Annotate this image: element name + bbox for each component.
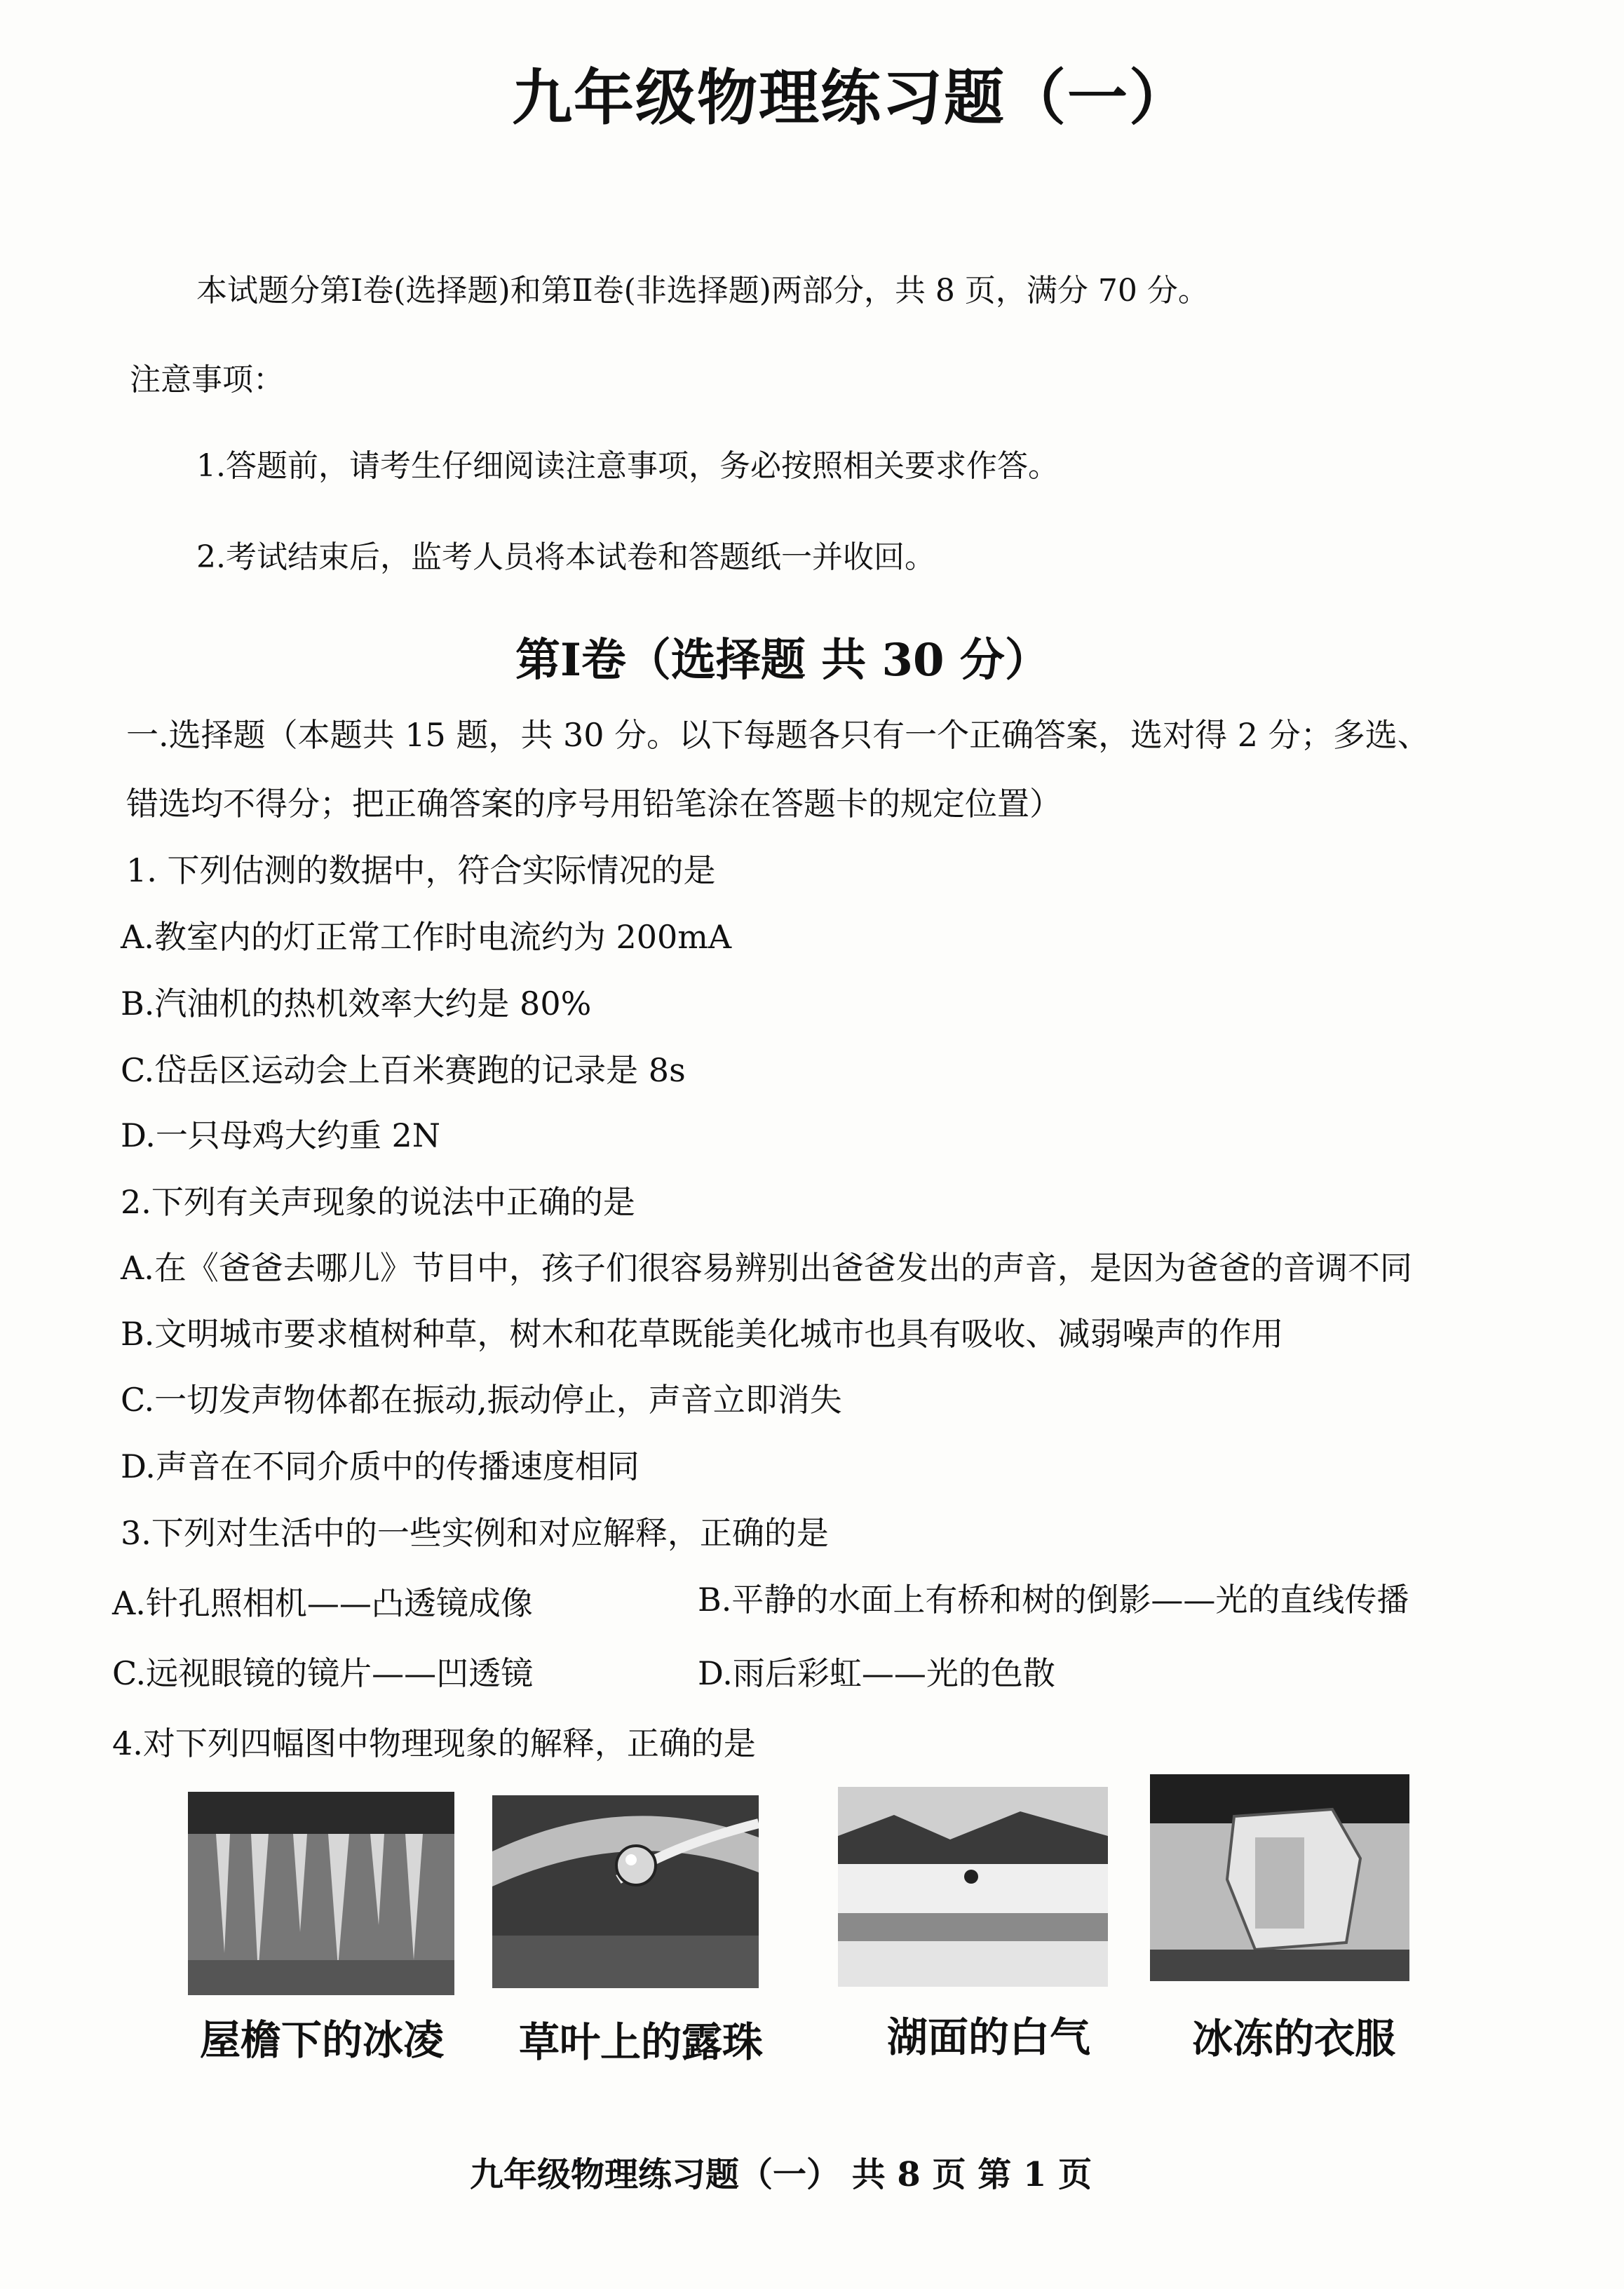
question-option: A.教室内的灯正常工作时电流约为 200mA bbox=[121, 918, 732, 956]
question-option: B.汽油机的热机效率大约是 80% bbox=[121, 985, 592, 1022]
question-option: C.一切发声物体都在振动,振动停止，声音立即消失 bbox=[121, 1381, 842, 1419]
question-stem: 3.下列对生活中的一些实例和对应解释，正确的是 bbox=[121, 1514, 829, 1552]
figure-caption: 冰冻的衣服 bbox=[1192, 2015, 1396, 2062]
figure-lake-mist bbox=[838, 1787, 1108, 1987]
question-option: C.远视眼镜的镜片——凹透镜 bbox=[112, 1654, 534, 1692]
note-item: 2.考试结束后，监考人员将本试卷和答题纸一并收回。 bbox=[196, 539, 935, 575]
part-instructions: 错选均不得分；把正确答案的序号用铅笔涂在答题卡的规定位置） bbox=[126, 785, 1062, 823]
part-instructions: 一.选择题（本题共 15 题，共 30 分。以下每题各只有一个正确答案，选对得 2 分；多选、 bbox=[126, 716, 1430, 754]
intro-text: 本试题分第Ⅰ卷(选择题)和第Ⅱ卷(非选择题)两部分，共 8 页，满分 70 分。 bbox=[196, 273, 1209, 309]
figure-icicles bbox=[188, 1792, 454, 1995]
question-option: D.雨后彩虹——光的色散 bbox=[698, 1654, 1055, 1692]
figure-dewdrop bbox=[492, 1795, 759, 1988]
figure-caption: 屋檐下的冰凌 bbox=[200, 2016, 445, 2064]
section-title: 第Ⅰ卷（选择题 共 30 分） bbox=[515, 634, 1050, 687]
figure-frozen-clothes bbox=[1150, 1774, 1409, 1981]
page-title: 九年级物理练习题（一） bbox=[512, 62, 1191, 133]
question-stem: 1. 下列估测的数据中，符合实际情况的是 bbox=[126, 851, 716, 889]
note-item: 1.答题前，请考生仔细阅读注意事项，务必按照相关要求作答。 bbox=[196, 448, 1059, 484]
page-footer: 九年级物理练习题（一） 共 8 页 第 1 页 bbox=[470, 2155, 1092, 2194]
figure-caption: 湖面的白气 bbox=[887, 2013, 1091, 2061]
question-option: D.声音在不同介质中的传播速度相同 bbox=[121, 1447, 640, 1485]
question-option: D.一只母鸡大约重 2N bbox=[121, 1116, 441, 1154]
question-option: B.文明城市要求植树种草，树木和花草既能美化城市也具有吸收、减弱噪声的作用 bbox=[121, 1315, 1284, 1353]
question-stem: 2.下列有关声现象的说法中正确的是 bbox=[121, 1183, 635, 1221]
notes-heading: 注意事项： bbox=[130, 362, 284, 398]
question-stem: 4.对下列四幅图中物理现象的解释，正确的是 bbox=[112, 1724, 756, 1762]
question-option: B.平静的水面上有桥和树的倒影——光的直线传播 bbox=[698, 1581, 1409, 1619]
question-option: C.岱岳区运动会上百米赛跑的记录是 8s bbox=[121, 1051, 686, 1089]
question-option: A.针孔照相机——凸透镜成像 bbox=[112, 1584, 533, 1622]
question-option: A.在《爸爸去哪儿》节目中，孩子们很容易辨别出爸爸发出的声音，是因为爸爸的音调不同 bbox=[121, 1249, 1412, 1287]
figure-caption: 草叶上的露珠 bbox=[519, 2018, 764, 2066]
